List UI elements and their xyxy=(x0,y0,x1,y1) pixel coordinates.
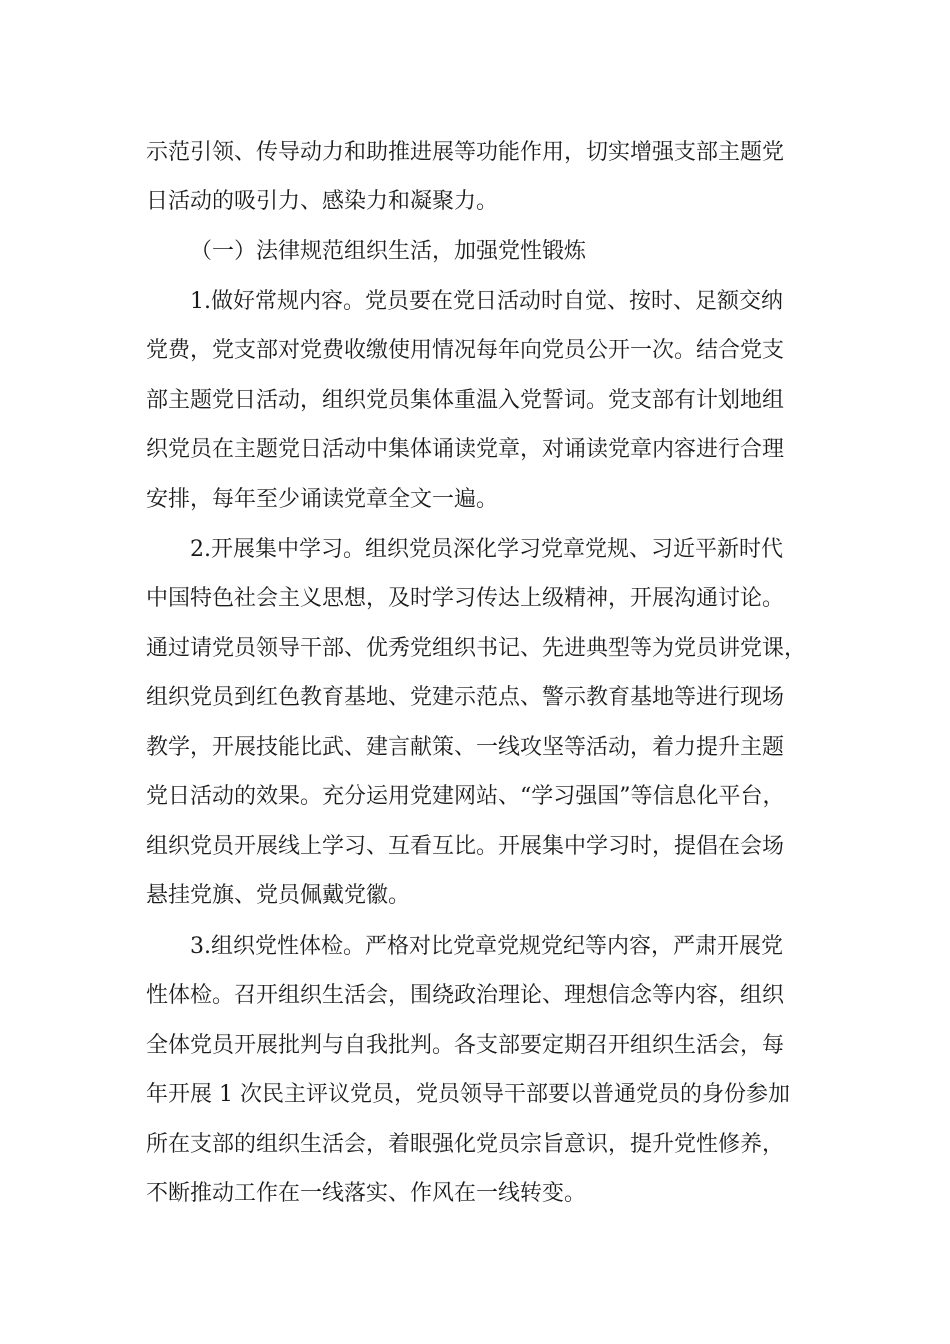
paragraph3-line-5: 所在支部的组织生活会，着眼强化党员宗旨意识，提升党性修养， xyxy=(146,1132,785,1157)
paragraph3-line-3: 全体党员开展批判与自我批判。各支部要定期召开组织生活会，每 xyxy=(146,1033,785,1058)
paragraph2-line-2: 中国特色社会主义思想，及时学习传达上级精神，开展沟通讨论。 xyxy=(146,586,785,611)
intro-line-2: 日活动的吸引力、感染力和凝聚力。 xyxy=(146,189,499,214)
paragraph2-line-6: 党日活动的效果。充分运用党建网站、“学习强国”等信息化平台， xyxy=(146,784,785,809)
paragraph2-line-3: 通过请党员领导干部、优秀党组织书记、先进典型等为党员讲党课， xyxy=(146,636,807,661)
paragraph1-line-2: 党费，党支部对党费收缴使用情况每年向党员公开一次。结合党支 xyxy=(146,338,785,363)
paragraph1-line-5: 安排，每年至少诵读党章全文一遍。 xyxy=(146,487,499,512)
paragraph2-line-5: 教学，开展技能比武、建言献策、一线攻坚等活动，着力提升主题 xyxy=(146,735,785,760)
paragraph2-line-8: 悬挂党旗、党员佩戴党徽。 xyxy=(146,883,411,908)
paragraph2-line-7: 组织党员开展线上学习、互看互比。开展集中学习时，提倡在会场 xyxy=(146,834,785,859)
paragraph1-line-3: 部主题党日活动，组织党员集体重温入党誓词。党支部有计划地组 xyxy=(146,388,785,413)
paragraph3-line-6: 不断推动工作在一线落实、作风在一线转变。 xyxy=(146,1181,587,1206)
paragraph3-line-4: 年开展 1 次民主评议党员，党员领导干部要以普通党员的身份参加 xyxy=(146,1082,790,1107)
section-heading: （一）法律规范组织生活，加强党性锻炼 xyxy=(190,239,587,264)
paragraph1-line-4: 织党员在主题党日活动中集体诵读党章，对诵读党章内容进行合理 xyxy=(146,437,785,462)
paragraph3-line-1: 3.组织党性体检。严格对比党章党规党纪等内容，严肃开展党 xyxy=(190,934,783,959)
paragraph2-line-1: 2.开展集中学习。组织党员深化学习党章党规、习近平新时代 xyxy=(190,537,783,562)
paragraph1-line-1: 1.做好常规内容。党员要在党日活动时自觉、按时、足额交纳 xyxy=(190,289,783,314)
paragraph2-line-4: 组织党员到红色教育基地、党建示范点、警示教育基地等进行现场 xyxy=(146,685,785,710)
intro-line-1: 示范引领、传导动力和助推进展等功能作用，切实增强支部主题党 xyxy=(146,140,785,165)
paragraph3-line-2: 性体检。召开组织生活会，围绕政治理论、理想信念等内容，组织 xyxy=(146,983,785,1008)
